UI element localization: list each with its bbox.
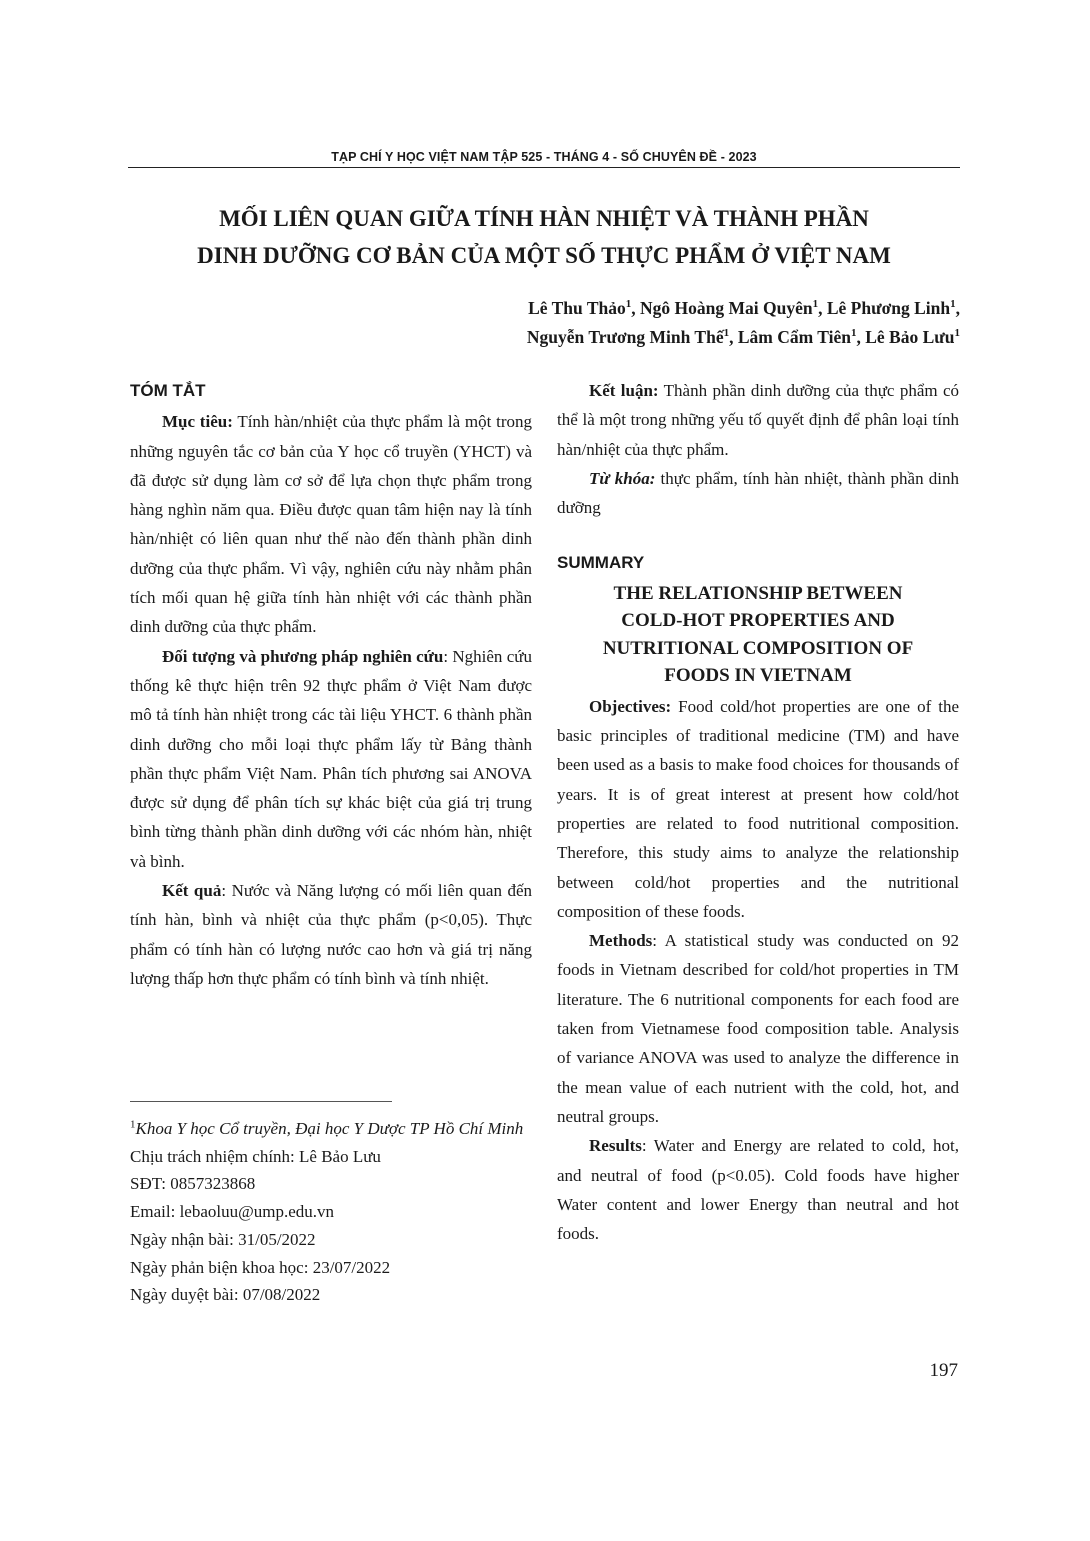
header-rule [128, 167, 960, 168]
ket-luan-paragraph [557, 376, 959, 464]
date-received: Ngày nhận bài: 31/05/2022 [130, 1229, 316, 1249]
methods-text: : A statistical study was conducted on 92 foods in Vietnam described for cold/hot properties in TM literature. The 6 nutritional components for each food are taken from Vietnamese food composition table. Analysis of variance ANOVA was used to analyze the difference in the mean value of each nutrient with the cold, hot, and neutral groups. [557, 931, 959, 1126]
muc-tieu-label: Mục tiêu: [162, 412, 233, 432]
author-name: Lê Thu Thảo [528, 298, 626, 318]
author-sep: , [729, 327, 738, 347]
corresponding-author: Chịu trách nhiệm chính: Lê Bảo Lưu [130, 1146, 381, 1166]
author-sep: , [818, 298, 827, 318]
results-text: : Water and Energy are related to cold, hot, and neutral of food (p<0.05). Cold foods have higher Water content and lower Energy than neutral and hot foods. [557, 1136, 959, 1244]
phone: SĐT: 0857323868 [130, 1174, 256, 1194]
author-line [527, 323, 960, 352]
results-label: Results [589, 1136, 642, 1156]
muc-tieu-paragraph [130, 407, 532, 641]
author-name: Ngô Hoàng Mai Quyên [639, 298, 813, 318]
author-line [527, 294, 960, 323]
doi-tuong-paragraph [130, 642, 532, 876]
summary-title [557, 580, 959, 690]
ket-luan-label: Kết luận: [589, 381, 659, 400]
author-sep: , [955, 298, 960, 318]
tu-khoa-paragraph [557, 464, 959, 523]
date-accepted: Ngày duyệt bài: 07/08/2022 [130, 1285, 321, 1305]
title-line: MỐI LIÊN QUAN GIỮA TÍNH HÀN NHIỆT VÀ THÀNH PHẦN [219, 206, 869, 231]
results-paragraph [557, 1131, 959, 1248]
article-title [128, 200, 960, 274]
ket-luan-text: Thành phần dinh dưỡng của thực phẩm có thể là một trong những yếu tố quyết định để phân loại tính hàn/nhiệt của thực phẩm. [557, 381, 959, 459]
author-affil-sup: 1 [723, 327, 730, 340]
author-affil-sup: 1 [625, 298, 632, 311]
affiliation-sup: 1 [130, 1118, 136, 1131]
author-affil-sup: 1 [850, 327, 857, 340]
ket-qua-label: Kết quả [162, 881, 222, 901]
tom-tat-heading: TÓM TẮT [130, 381, 206, 400]
author-list [527, 294, 960, 352]
author-name: Lê Bảo Lưu [865, 327, 955, 347]
author-name: Lâm Cẩm Tiên [737, 327, 851, 347]
author-affil-sup: 1 [954, 327, 960, 340]
author-name: Nguyễn Trương Minh Thế [526, 327, 724, 347]
right-column [557, 376, 959, 1248]
doi-tuong-label: Đối tượng và phương pháp nghiên cứu [162, 646, 444, 666]
muc-tieu-text: Tính hàn/nhiệt của thực phẩm là một trong những nguyên tắc cơ bản của Y học cổ truyền (YHCT) và đã được sử dụng làm cơ sở để lựa chọn thực phẩm trong hàng nghìn năm qua. Điều được quan tâm hiện nay là tính hàn/nhiệt có liên quan như thế nào đến thành phần dinh dưỡng của thực phẩm. Vì vậy, nghiên cứu này nhằm phân tích mối quan hệ giữa tính hàn nhiệt với các thành phần dinh dưỡng của thực phẩm. [130, 412, 532, 637]
doi-tuong-text: : Nghiên cứu thống kê thực hiện trên 92 thực phẩm ở Việt Nam được mô tả tính hàn nhiệt trong các tài liệu YHCT. 6 thành phần dinh dưỡng cho mỗi loại thực phẩm lấy từ Bảng thành phần thực phẩm Việt Nam. Phân tích phương sai ANOVA được sử dụng để phân tích sự khác biệt của giá trị trung bình từng thành phần dinh dưỡng với các nhóm hàn, nhiệt và bình. [130, 646, 532, 871]
author-sep: , [631, 298, 640, 318]
tu-khoa-label: Từ khóa: [589, 468, 656, 488]
objectives-label: Objectives: [589, 696, 672, 716]
page-number: 197 [929, 1360, 958, 1381]
running-head: TẠP CHÍ Y HỌC VIỆT NAM TẬP 525 - THÁNG 4 - SỐ CHUYÊN ĐỀ - 2023 [331, 150, 757, 164]
author-name: Lê Phương Linh [826, 298, 951, 318]
summary-title-line: THE RELATIONSHIP BETWEEN [613, 582, 903, 604]
summary-title-line: NUTRITIONAL COMPOSITION OF [602, 637, 914, 659]
author-affil-sup: 1 [950, 298, 956, 311]
ket-qua-text: : Nước và Năng lượng có mối liên quan đến tính hàn, bình và nhiệt của thực phẩm (p<0,05). Thực phẩm có tính hàn có lượng nước cao hơn và giá trị năng lượng thấp hơn thực phẩm có tính bình và tính nhiệt. [130, 881, 532, 988]
title-line: DINH DƯỠNG CƠ BẢN CỦA MỘT SỐ THỰC PHẨM Ở VIỆT NAM [197, 243, 891, 268]
summary-title-line: FOODS IN VIETNAM [664, 665, 852, 687]
affiliation [130, 1115, 532, 1143]
author-affil-sup: 1 [812, 298, 819, 311]
objectives-paragraph [557, 692, 959, 926]
email: Email: lebaoluu@ump.edu.vn [130, 1202, 335, 1222]
summary-title-line: COLD-HOT PROPERTIES AND [621, 610, 895, 632]
summary-heading: SUMMARY [557, 553, 645, 573]
affiliation-text: Khoa Y học Cổ truyền, Đại học Y Dược TP Hồ Chí Minh [135, 1119, 524, 1138]
footnote-rule [130, 1101, 392, 1102]
tu-khoa-text: thực phẩm, tính hàn nhiệt, thành phần dinh dưỡng [557, 468, 959, 518]
methods-label: Methods [589, 931, 653, 951]
author-sep: , [856, 327, 866, 347]
objectives-text: Food cold/hot properties are one of the basic principles of traditional medicine (TM) and have been used as a basis to make food choices for thousands of years. It is of great interest at present how cold/hot properties are related to food nutritional composition. Therefore, this study aims to analyze the relationship between cold/hot properties and the nutritional composition of these foods. [557, 696, 959, 921]
footnote [130, 1115, 532, 1309]
left-column [130, 376, 532, 993]
date-reviewed: Ngày phản biện khoa học: 23/07/2022 [130, 1257, 391, 1277]
ket-qua-paragraph [130, 876, 532, 993]
methods-paragraph [557, 926, 959, 1131]
